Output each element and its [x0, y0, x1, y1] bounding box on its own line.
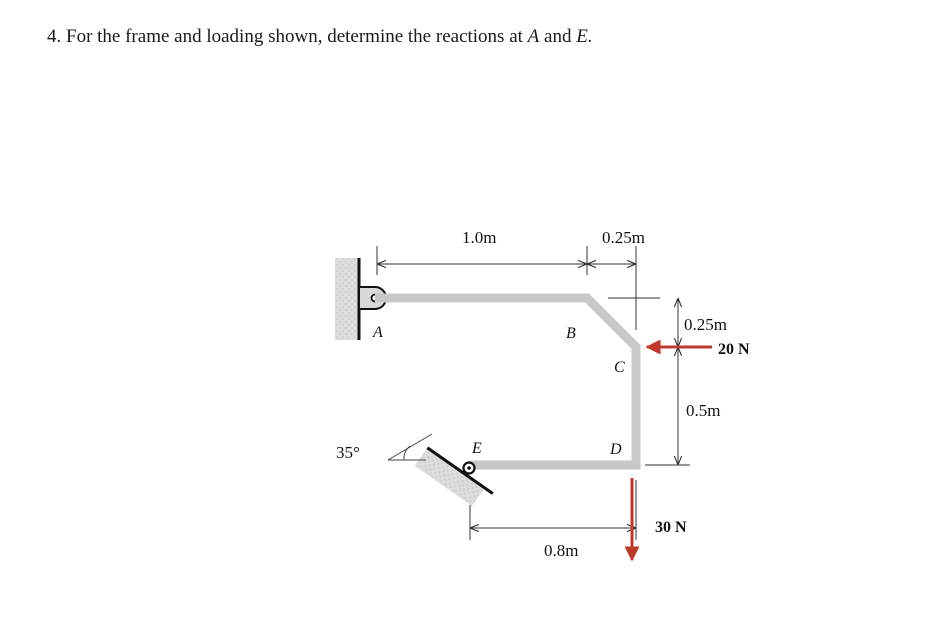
dimension-ab: [377, 246, 587, 275]
label-cd-length: 0.5m: [686, 401, 721, 420]
roller-support-e: [415, 448, 493, 512]
label-point-e: E: [472, 440, 482, 457]
label-point-a: A: [373, 324, 383, 341]
dimension-cd: [645, 347, 690, 465]
problem-text: For the frame and loading shown, determine the reactions at: [66, 26, 523, 47]
label-point-d: D: [610, 441, 622, 458]
label-ab-length: 1.0m: [462, 228, 497, 247]
label-point-c: C: [614, 359, 625, 376]
frame-member: [375, 298, 636, 465]
point-a-ref: A: [527, 26, 540, 47]
label-point-b: B: [566, 325, 576, 342]
label-load-vertical: 30 N: [655, 519, 687, 536]
problem-number: 4.: [47, 26, 62, 47]
and-text: and: [544, 26, 572, 47]
point-e-ref: E.: [576, 26, 593, 47]
dimension-ed: [470, 480, 636, 540]
label-ed-length: 0.8m: [544, 541, 579, 560]
label-bc-vertical: 0.25m: [684, 315, 727, 334]
dimension-bc-horizontal: [587, 246, 660, 330]
label-angle: 35°: [336, 443, 360, 462]
label-bc-horizontal: 0.25m: [602, 228, 645, 247]
label-load-horizontal: 20 N: [718, 341, 750, 358]
